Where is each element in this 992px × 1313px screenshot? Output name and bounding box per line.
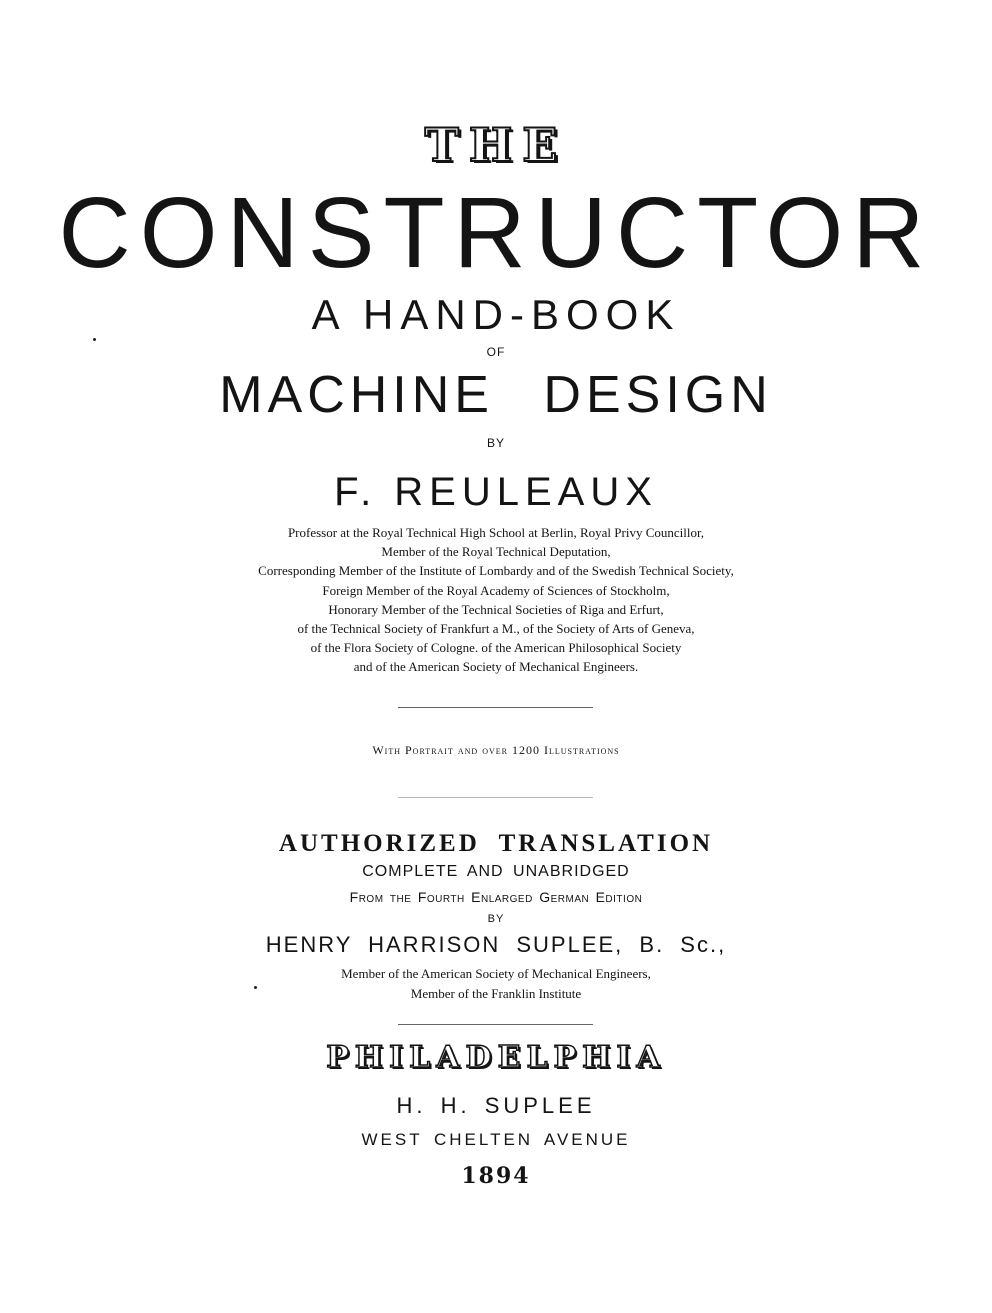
- imprint-city: PHILADELPHIA: [326, 1040, 666, 1075]
- print-speck: [93, 338, 96, 341]
- divider-rule: [398, 797, 593, 798]
- translation-by: BY: [487, 913, 505, 925]
- author-credentials: [0, 523, 992, 677]
- translation-source-edition: From the Fourth Enlarged German Edition: [349, 889, 643, 905]
- divider-rule: [398, 1024, 593, 1025]
- translator-name: HENRY HARRISON SUPLEE, B. Sc.,: [265, 932, 727, 957]
- credential-line: and of the American Society of Mechanical Engineers.: [353, 659, 639, 675]
- print-speck: [254, 986, 257, 989]
- credential-line: Member of the Royal Technical Deputation,: [381, 544, 611, 560]
- divider-rule: [398, 707, 593, 708]
- credential-line: Corresponding Member of the Institute of Lombardy and of the Swedish Technical Society,: [258, 563, 734, 579]
- author-by: BY: [486, 436, 505, 450]
- subtitle-line-1: A HAND-BOOK: [311, 291, 681, 338]
- credential-line: of the Flora Society of Cologne. of the American Philosophical Society: [310, 640, 682, 656]
- credential-line: Foreign Member of the Royal Academy of Sciences of Stockholm,: [322, 582, 670, 598]
- imprint-address: WEST CHELTEN AVENUE: [361, 1130, 631, 1149]
- imprint-year: 1894: [461, 1163, 531, 1189]
- translator-credential: Member of the American Society of Mechanical Engineers,: [341, 966, 651, 981]
- credential-line: Professor at the Royal Technical High School at Berlin, Royal Privy Councillor,: [287, 525, 705, 540]
- subtitle-line-2: MACHINE DESIGN: [219, 366, 773, 424]
- author-name: F. REULEAUX: [334, 470, 658, 514]
- illustrations-note: With Portrait and over 1200 Illustrations: [372, 743, 620, 757]
- translation-heading: AUTHORIZED TRANSLATION: [278, 830, 714, 857]
- credential-line: of the Technical Society of Frankfurt a M., of the Society of Arts of Geneva,: [297, 621, 695, 637]
- imprint-publisher: H. H. SUPLEE: [396, 1093, 596, 1118]
- title-kicker: THE: [424, 118, 568, 172]
- book-title: CONSTRUCTOR: [58, 177, 934, 289]
- translation-completeness: COMPLETE AND UNABRIDGED: [362, 863, 630, 880]
- subtitle-connector: OF: [486, 345, 506, 359]
- credential-line: Honorary Member of the Technical Societies of Riga and Erfurt,: [328, 601, 664, 617]
- translator-credential: Member of the Franklin Institute: [410, 986, 582, 1001]
